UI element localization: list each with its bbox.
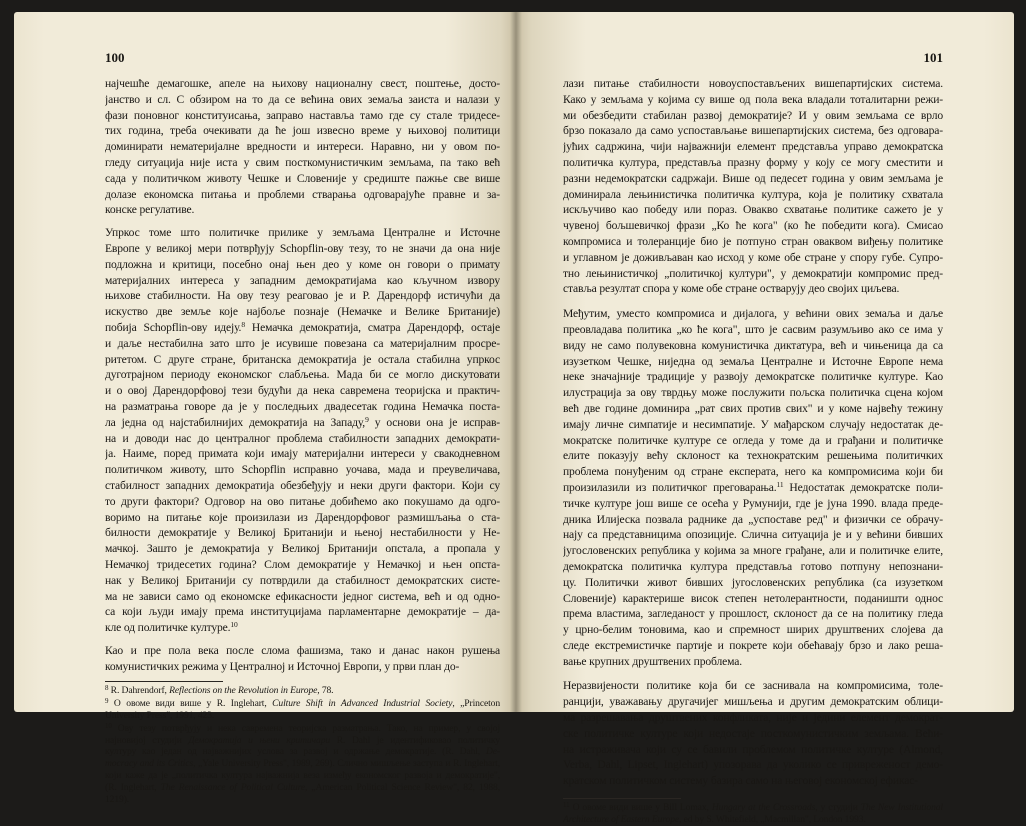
text-line: јућих садржина, чији најважнији елемент представља управо демократска <box>563 140 943 154</box>
left-page-body <box>105 76 500 674</box>
text-line: Упркос томе што политичке прилике у земљама Централне и Источне <box>105 226 500 240</box>
text-line: ставља резултат спора у коме обе стране остварују део својих циљева. <box>563 282 900 296</box>
text-line: ма разрешавања друштвених конфликата, није и једини елемент демократ- <box>563 711 943 725</box>
text-line: сада у политичком животу Чешке и Словеније у средиште пажње све више <box>105 171 500 185</box>
text-line: лази питање стабилности новоуспостављених вишепартијских система. <box>563 77 943 90</box>
text-line: тно лењинистичкој „политичкој култури", у демократији компромис пред- <box>563 266 943 280</box>
text-line: брзо показало да само успостављање вишепартијских система, без одговара- <box>563 124 943 138</box>
text-line: Немачкој тридесетих година? Слом демократије у Немачкој и њен опста- <box>105 557 500 571</box>
footnote-line: $^{11}$ О овоме види више у Bill Lomax, Hungary at the Crossroads, у студији The New Institutional <box>563 802 943 814</box>
footnote-line: University Press", 1991, 423. <box>105 710 215 722</box>
text-line: кратском политичком систему базира само на његовој економској ефикас- <box>563 774 918 788</box>
text-line: дника Илијеска позвала раднике да „успоставе ред" и физички се обрачу- <box>563 512 943 526</box>
text-line: долазе економска питања и проблеми стварања одговарајуће правне и за- <box>105 187 500 201</box>
text-line: демократска политичка култура представља готово потпуну непознани- <box>563 559 943 573</box>
text-line: следе екстремистичке партије и покрете који обећавају брзо и лако реша- <box>563 638 943 652</box>
paragraph <box>563 678 943 789</box>
text-line: чувеној бољшевичкој фрази „Ко ће кога" (ко ће победити кога). Смисао <box>563 219 943 233</box>
left-page <box>14 12 516 805</box>
paragraph <box>563 76 943 297</box>
text-line: конске регулативе. <box>105 203 195 217</box>
text-line: елите показују већу склоност ка технократским решењима политичких <box>563 449 943 463</box>
text-line: мократске политичке културе се огледа у томе да и грађани и политичке <box>563 433 943 447</box>
text-line: ма не зависи само од економске ефикасности једног система, већ и од одно- <box>105 589 500 603</box>
text-line: тих година, треба очекивати да ће још извесно време у њиховој политици <box>105 124 500 138</box>
text-line: најчешће демагошке, апеле на њихову националну свест, поштење, досто- <box>105 77 500 90</box>
paragraph <box>105 225 500 636</box>
footnote <box>105 723 500 806</box>
text-line: проблема понуђеним од стране експерата, него ка компромисима који би <box>563 465 943 479</box>
footnote-line: $^8$ R. Dahrendorf, Reflections on the Revolution in Europe, 78. <box>105 685 334 697</box>
footnote <box>105 698 500 722</box>
text-line: ми обезбедити стабилан развој демократије? И у овим земљама се врло <box>563 108 943 122</box>
text-line: њихове стабилности. На ову тезу реаговао је и Р. Дарендорф истичући да <box>105 289 500 303</box>
text-line: преовладава политика „ко ће кога", што је сасвим разумљиво ако се има у <box>563 322 943 336</box>
text-line: имају личне симпатије и несимпатије. У мађарском случају недостатак де- <box>563 417 943 431</box>
book-gutter <box>510 12 522 712</box>
book-spread <box>14 12 1014 825</box>
text-line: цу. Политички живот бивших југословенских република (са изузетком <box>563 575 943 589</box>
text-line: то други фактори? Одговор на ово питање добићемо ако покушамо да одго- <box>105 494 500 508</box>
text-line: нају са представницима опозиције. Слична ситуација је и у већини бивших <box>563 528 943 542</box>
text-line: у црно-белим тоновима, као и спремност ширих друштвених слојева да <box>563 623 943 637</box>
footnote-line: (R. Inglehart, The Renaissance of Political Culture, „American Political Science Review", 82, 1988, <box>105 781 500 793</box>
text-line: материјалних интереса у западним демократијама као кључном извору <box>105 273 500 287</box>
text-line: на и доводи нас до централног проблема стабилности западних демократи- <box>105 431 500 445</box>
footnote-rule <box>105 681 223 682</box>
footnote-line: који каже да је „политичка култура најважнија веза између економског развоја и демократије", <box>105 770 500 782</box>
text-line: на разматрања говоре да је у последњих двадесетак година Немачка поста- <box>105 399 500 413</box>
paragraph <box>105 643 500 675</box>
text-line: неке значајније традиције у развоју демократске политичке културе. Као <box>563 370 943 384</box>
text-line: на истраживача који су се бавили проблемом политичке културе (Almond, <box>563 742 943 756</box>
text-line: виду не само полувековна комунистичка диктатура, већ и чињеница да са <box>563 338 943 352</box>
text-line: и углавном је доживљаван као исход у коме обе стране у спору губе. Супро- <box>563 250 943 264</box>
text-line: изузетком Чешке, ниједна од земаља Централне и Источне Европе нема <box>563 354 943 368</box>
text-line: ранцији, уважавању другачијег мишљења и другим демократским облици- <box>563 695 943 709</box>
text-line: са који људи имају према институцијама парламентарне демократије – да- <box>105 605 500 619</box>
text-line: гледу ситуација није иста у свим посткомунистичким земљама, па тако већ <box>105 155 500 169</box>
right-page-footnotes <box>563 798 943 826</box>
footnote-line: 1219). <box>105 793 130 805</box>
text-line: произилазили из политичког преговарања.$^{11}$ Недостатак демократске поли- <box>563 479 943 494</box>
text-line: илустрација за ову тврдњу може послужити пољска политичка сцена којом <box>563 386 943 400</box>
footnote-line: $^9$ О овоме види више у R. Inglehart, Culture Shift in Advanced Industrial Society, „Princeton <box>105 698 500 710</box>
text-line: Неразвијености политике која би се заснивала на компромисима, толе- <box>563 679 943 693</box>
footnote <box>563 802 943 826</box>
text-line: према властима, загледаност у прошлост, склоност да се на политику гледа <box>563 607 943 621</box>
text-line: и о овој Дарендорфовој тези будући да нека савремена теоријска и практич- <box>105 384 500 398</box>
text-line: Европе у великој мери потврђују Schopflin-ову тезу, то не значи да она није <box>105 241 500 255</box>
text-line: вање крупних друштвених проблема. <box>563 654 742 668</box>
text-line: доминирати нематеријалне вредности и интереси. Наравно, ни у овом по- <box>105 140 500 154</box>
left-page-footnotes <box>105 681 500 805</box>
text-line: разни недемократски садржаји. Више од педесет година у овим земљама је <box>563 171 943 185</box>
text-line: ритетом. С друге стране, британска демократија је остала стабилна упркос <box>105 352 500 366</box>
page-number-right: 101 <box>923 50 943 65</box>
text-line: већ две године доминира „рат свих против свих" и у коме највећу тежину <box>563 401 943 415</box>
text-line: нак у Великој Британији су потврдили да стабилност демократских систе- <box>105 573 500 587</box>
right-page <box>516 12 1014 825</box>
text-line: комунистичких режима у Централној и Источној Европи, у први план до- <box>105 659 460 673</box>
text-line: Како у земљама у којима су више од пола века владали тоталитарни режи- <box>563 92 943 106</box>
footnote-line: mocracy and its Critics, „Yale University Press", 1989, 269). Слично мишљење заступа и R. Inglehart, <box>105 758 500 770</box>
text-line: Словеније) карактерише висок степен нетолерантности, поданишти однос <box>563 591 943 605</box>
text-line: билности демократије у Великој Британији и њеној нестабилности у Не- <box>105 526 500 540</box>
paragraph <box>105 76 500 218</box>
text-line: јанство и сл. С обзиром на то да се већина ових земаља заиста и налази у <box>105 92 500 106</box>
text-line: стабилност западних демократија обезбеђују и неки други фактори. Који су <box>105 478 500 492</box>
text-line: и даље нестабилна зато што је исувише повезана са материјалним просpe- <box>105 336 500 350</box>
page-number-left: 100 <box>105 50 125 65</box>
text-line: Verba, Dahl, Lipset, Inglehart) упозорава да уколико се привреженост демо- <box>563 758 943 772</box>
text-line: ла једна од најстабилнијих демократија на Западу,$^9$ у основи она је исправ- <box>105 414 500 429</box>
text-line: ја. Наиме, поред примата који имају материјални интереси у свакодневном <box>105 447 500 461</box>
text-line: воримо на питање које произилази из Дарендорфовог размишљања о ста- <box>105 510 500 524</box>
footnote-line: $^{10}$ Ову тезу потврђују и нека савремена теоријска разматрања. Тако, на пример, у својој <box>105 722 500 734</box>
text-line: ске политичке културе који недостаје посткомунистичким земљама. Већи- <box>563 726 943 740</box>
text-line: мачкој. Зашто је демократија у Великој Британији опстала, а пропала у <box>105 542 500 556</box>
text-line: дуготрајном периоду економског слабљења. Мада би се могло дискутовати <box>105 368 500 382</box>
text-line: доминирала лењинистичка политичка култура, која је политику схватала <box>563 187 943 201</box>
footnote-line: културу као један од најважнијих услова за развој и одржање демократије. (R. Dahl, De- <box>105 746 500 758</box>
text-line: политичка култура, представља празну форму у коју се могу сместити и <box>563 155 943 169</box>
text-line: подложна и критици, посебно онај њен део у коме он говори о примату <box>105 257 500 271</box>
text-line: фази поновног конституисања, заправо наставља тамо где су стале тридесе- <box>105 108 500 122</box>
text-line: кле од политичке културе.$^{10}$ <box>105 620 238 635</box>
footnote-line: Architecture of Eastern Europe, ed by S. Whitefield, „Macmillan", London 1993. <box>563 813 866 825</box>
text-line: Међутим, уместо компромиса и дијалога, у већини ових земаља и даље <box>563 307 943 321</box>
text-line: југословенских република у којима за многе грађане, али и политичке елите, <box>563 544 943 558</box>
text-line: Као и пре пола века после слома фашизма, тако и данас након рушења <box>105 643 500 657</box>
text-line: искључиво као победу или пораз. Овакво схватање политике сажето је у <box>563 203 943 217</box>
footnote-line: најновијој студији Демократија и њени критичари R. Dahl је идентификовао политичку <box>105 734 500 746</box>
text-line: тичке културе још више се осећа у Румунији, где је јуна 1990. влада преде- <box>563 496 943 510</box>
text-line: побија Schopflin-ову идеју.$^8$ Немачка демократија, сматра Дарендорф, остаје <box>105 319 500 334</box>
text-line: компромиса и толеранције био је потпуно стран оваквом виђењу политике <box>563 234 943 248</box>
footnote-rule <box>563 798 681 799</box>
text-line: политичком животу, што Schopflin исправно уочава, мада и преувеличава, <box>105 463 500 477</box>
footnote <box>105 685 500 697</box>
text-line: искуство две земље које најбоље познаје (Немачке и Велике Британије) <box>105 305 500 319</box>
right-page-body <box>563 76 943 789</box>
paragraph <box>563 306 943 669</box>
